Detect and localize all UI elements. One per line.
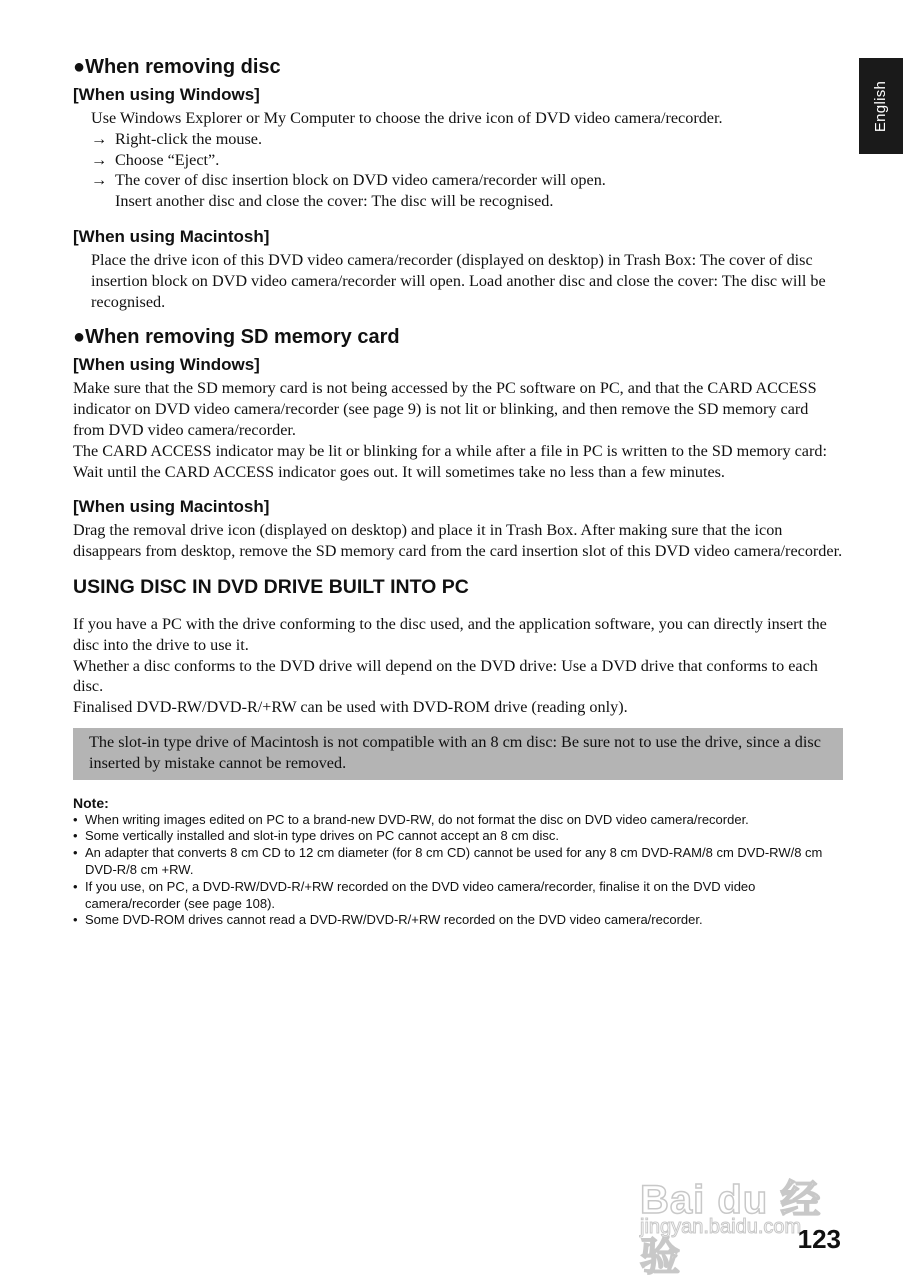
note-item-text: When writing images edited on PC to a brand-new DVD-RW, do not format the disc on DVD video camera/recorder. (85, 811, 749, 827)
subheading-windows-sd: [When using Windows] (73, 355, 260, 375)
windows-sd-paragraph-2: The CARD ACCESS indicator may be lit or blinking for a while after a file in PC is written to the SD memory card: Wait until the CARD ACCESS indicator goes out. It will sometimes take no less than a few minutes. (73, 441, 827, 481)
bullet-icon: • (73, 912, 78, 928)
subheading-windows-disc: [When using Windows] (73, 85, 260, 104)
bullet-icon: • (73, 811, 78, 827)
note-list (73, 812, 843, 930)
step-cover-opens (91, 170, 843, 191)
note-item-text: Some vertically installed and slot-in type drives on PC cannot accept an 8 cm disc. (85, 828, 560, 844)
language-tab-label: English (872, 80, 890, 132)
builtin-paragraph-1: If you have a PC with the drive conforming to the disc used, and the application software, you can directly insert the disc into the drive to use it. (73, 614, 827, 654)
note-item-text: Some DVD-ROM drives cannot read a DVD-RW/DVD-R/+RW recorded on the DVD video camera/recorder. (85, 912, 703, 928)
step-text: The cover of disc insertion block on DVD video camera/recorder will open. (115, 171, 606, 190)
windows-disc-intro: Use Windows Explorer or My Computer to choose the drive icon of DVD video camera/recorder. (91, 109, 723, 127)
section-heading-builtin-drive: USING DISC IN DVD DRIVE BUILT INTO PC (73, 575, 469, 598)
builtin-paragraph-3: Finalised DVD-RW/DVD-R/+RW can be used with DVD-ROM drive (reading only). (73, 698, 628, 717)
arrow-icon: → (91, 150, 108, 169)
windows-sd-paragraph-1: Make sure that the SD memory card is not being accessed by the PC software on PC, and that the CARD ACCESS indicator on DVD video camera/recorder (see page 9) is not lit or blinking, and then remove the SD memory card from DVD video camera/recorder. (73, 379, 817, 439)
bullet-icon: • (73, 878, 78, 894)
mac-sd-instructions: Drag the removal drive icon (displayed on desktop) and place it in Trash Box. After making sure that the icon disappears from desktop, remove the SD memory card from the card insertion slot of this DVD video camera/recorder. (73, 521, 843, 561)
page-content (73, 54, 843, 929)
watermark-url: jingyan.baidu.com (640, 1216, 802, 1238)
mac-disc-instructions: Place the drive icon of this DVD video camera/recorder (displayed on desktop) in Trash Box: The cover of disc insertion block on DVD video camera/recorder will open. Load another disc and close the cover: The disc will be recognised. (91, 250, 826, 311)
step-text: Choose “Eject”. (115, 150, 220, 169)
note-item (73, 828, 843, 845)
section-heading-removing-sd: ●When removing SD memory card (73, 326, 400, 349)
note-item (73, 812, 843, 829)
language-tab (859, 58, 903, 154)
builtin-paragraph-2: Whether a disc conforms to the DVD drive will depend on the DVD drive: Use a DVD drive that conforms to each disc. (73, 656, 818, 696)
note-item (73, 912, 843, 929)
note-item (73, 845, 843, 879)
arrow-icon: → (91, 129, 108, 148)
section-heading-removing-disc: ●When removing disc (73, 56, 281, 78)
bullet-icon: • (73, 828, 78, 844)
note-item (73, 879, 843, 913)
subheading-mac-sd: [When using Macintosh] (73, 497, 270, 517)
watermark-logo: Bai du 经验 (640, 1178, 822, 1279)
page-number: 123 (797, 1224, 841, 1254)
note-title: Note: (73, 794, 109, 811)
bullet-icon: • (73, 845, 78, 861)
windows-disc-instructions (73, 108, 843, 212)
step-text: Right-click the mouse. (115, 129, 263, 148)
step-right-click (91, 129, 843, 150)
arrow-icon: → (91, 171, 108, 190)
step-choose-eject (91, 150, 843, 171)
note-item-text: An adapter that converts 8 cm CD to 12 cm diameter (for 8 cm CD) cannot be used for any 8 cm DVD-RAM/8 cm DVD-RW/8 cm DVD-R/8 cm +RW. (85, 845, 823, 877)
caution-text: The slot-in type drive of Macintosh is not compatible with an 8 cm disc: Be sure not to use the drive, since a disc inserted by mistake cannot be removed. (89, 732, 821, 772)
step-continuation: Insert another disc and close the cover: The disc will be recognised. (115, 192, 554, 211)
subheading-mac-disc: [When using Macintosh] (73, 226, 270, 246)
caution-box (73, 728, 843, 780)
note-item-text: If you use, on PC, a DVD-RW/DVD-R/+RW recorded on the DVD video camera/recorder, finalise it on the DVD video camera/recorder (see page 108). (85, 878, 756, 911)
